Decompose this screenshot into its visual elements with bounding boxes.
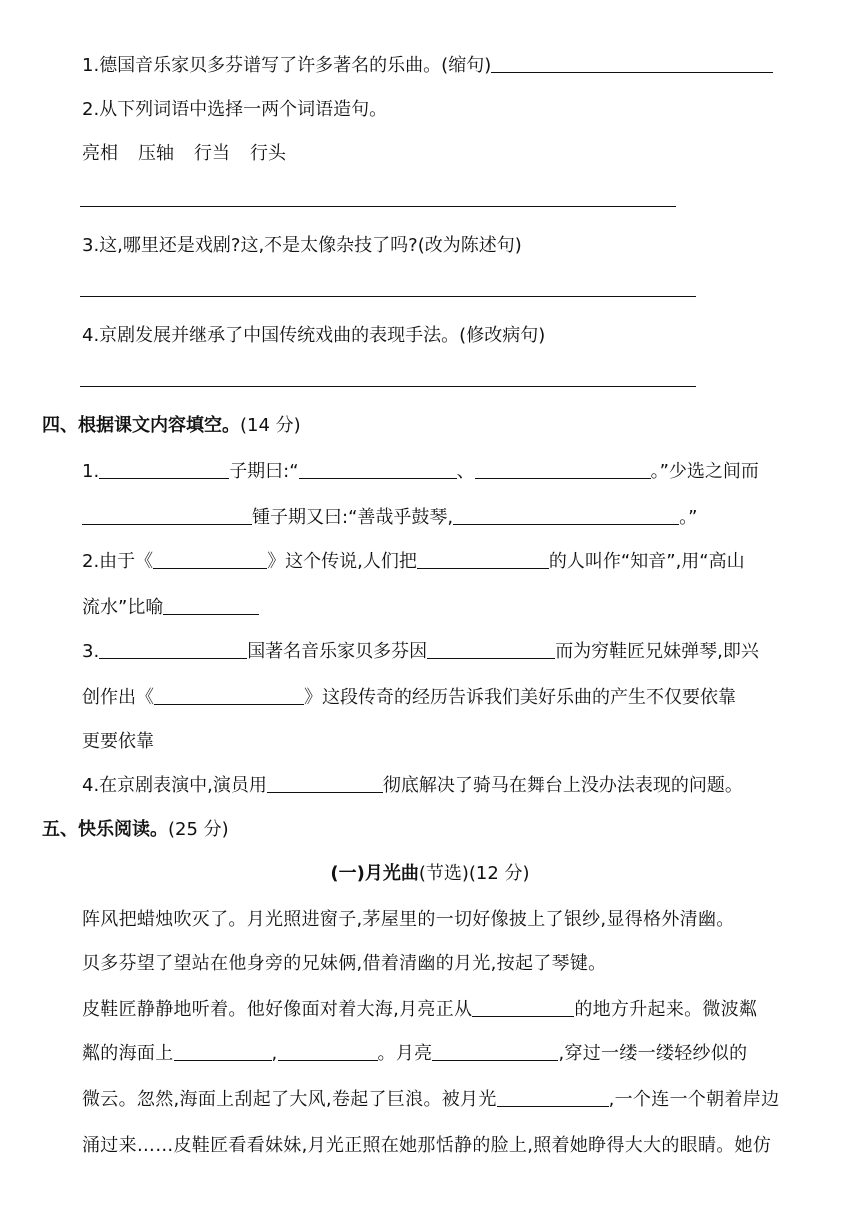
answer-blank[interactable] bbox=[278, 1042, 378, 1061]
answer-blank[interactable] bbox=[174, 1042, 272, 1061]
question-4-3-line3 bbox=[82, 730, 154, 754]
question-3-2 bbox=[82, 98, 387, 122]
answer-blank[interactable] bbox=[99, 640, 247, 659]
section-5-heading bbox=[42, 818, 229, 842]
answer-line[interactable] bbox=[80, 386, 696, 387]
question-3-1 bbox=[82, 54, 773, 78]
question-text: 4.京剧发展并继承了中国传统戏曲的表现手法。(修改病句) bbox=[82, 325, 546, 346]
question-3-4 bbox=[82, 324, 545, 348]
passage-text: 贝多芬望了望站在他身旁的兄妹俩,借着清幽的月光,按起了琴键。 bbox=[82, 953, 607, 974]
question-text: 3. bbox=[82, 641, 100, 662]
question-text: 彻底解决了骑马在舞台上没办法表现的问题。 bbox=[382, 775, 743, 796]
passage-title bbox=[0, 862, 860, 886]
passage-text: 阵风把蜡烛吹灭了。月光照进窗子,茅屋里的一切好像披上了银纱,显得格外清幽。 bbox=[82, 909, 735, 930]
question-text: 。”少选之间而 bbox=[650, 461, 759, 482]
passage-text: 的地方升起来。微波粼 bbox=[574, 999, 758, 1020]
answer-line[interactable] bbox=[80, 296, 696, 297]
word-choice: 压轴 bbox=[138, 143, 174, 164]
passage-line bbox=[82, 998, 757, 1022]
question-text: 1.德国音乐家贝多芬谱写了许多著名的乐曲。(缩句) bbox=[82, 55, 492, 76]
passage-text: 粼的海面上 bbox=[82, 1043, 174, 1064]
answer-blank[interactable] bbox=[432, 1042, 558, 1061]
question-4-3-line2 bbox=[82, 686, 736, 710]
passage-text: ,穿过一缕一缕轻纱似的 bbox=[558, 1043, 748, 1064]
passage-text: , bbox=[271, 1043, 278, 1064]
score-text: (14 分) bbox=[240, 415, 301, 436]
answer-blank[interactable] bbox=[163, 596, 259, 615]
answer-blank[interactable] bbox=[472, 998, 574, 1017]
answer-blank[interactable] bbox=[475, 460, 651, 479]
passage-text: ,一个连一个朝着岸边 bbox=[608, 1089, 780, 1110]
question-4-2-line1 bbox=[82, 550, 745, 574]
answer-blank[interactable] bbox=[417, 550, 549, 569]
question-text: 国著名音乐家贝多芬因 bbox=[247, 641, 428, 662]
heading-text: 四、根据课文内容填空。 bbox=[42, 415, 240, 436]
question-text: 子期曰:“ bbox=[229, 461, 299, 482]
answer-blank[interactable] bbox=[427, 640, 555, 659]
answer-blank[interactable] bbox=[453, 506, 679, 525]
question-text: 更要依靠 bbox=[82, 731, 154, 752]
answer-blank[interactable] bbox=[154, 686, 304, 705]
question-text: 创作出《 bbox=[82, 687, 154, 708]
question-4-4 bbox=[82, 774, 743, 798]
question-text: 》这个传说,人们把 bbox=[267, 551, 417, 572]
answer-line[interactable] bbox=[80, 206, 676, 207]
passage-title-note: (节选)(12 分) bbox=[418, 863, 530, 884]
passage-text: 微云。忽然,海面上刮起了大风,卷起了巨浪。被月光 bbox=[82, 1089, 497, 1110]
word-choice: 行头 bbox=[250, 143, 286, 164]
question-text: 3.这,哪里还是戏剧?这,不是太像杂技了吗?(改为陈述句) bbox=[82, 235, 522, 256]
passage-text: 。月亮 bbox=[377, 1043, 433, 1064]
question-text: 1. bbox=[82, 461, 100, 482]
question-4-3-line1 bbox=[82, 640, 759, 664]
question-4-1-line2 bbox=[82, 506, 697, 530]
word-choices bbox=[82, 142, 306, 166]
question-text: 而为穷鞋匠兄妹弹琴,即兴 bbox=[555, 641, 759, 662]
passage-line bbox=[82, 952, 606, 976]
answer-blank[interactable] bbox=[497, 1088, 609, 1107]
heading-text: 五、快乐阅读。 bbox=[42, 819, 168, 840]
word-choice: 亮相 bbox=[82, 143, 118, 164]
answer-blank[interactable] bbox=[153, 550, 267, 569]
question-text: 4.在京剧表演中,演员用 bbox=[82, 775, 267, 796]
question-text: 2.从下列词语中选择一两个词语造句。 bbox=[82, 99, 388, 120]
question-text: 2.由于《 bbox=[82, 551, 154, 572]
passage-line bbox=[82, 908, 735, 932]
passage-line bbox=[82, 1134, 771, 1158]
section-4-heading bbox=[42, 414, 301, 438]
question-text: 流水”比喻 bbox=[82, 597, 164, 618]
word-choice: 行当 bbox=[194, 143, 230, 164]
question-3-3 bbox=[82, 234, 522, 258]
answer-blank[interactable] bbox=[82, 506, 252, 525]
passage-title-text: (一)月光曲 bbox=[330, 863, 419, 884]
passage-text: 皮鞋匠静静地听着。他好像面对着大海,月亮正从 bbox=[82, 999, 473, 1020]
score-text: (25 分) bbox=[168, 819, 229, 840]
passage-text: 涌过来……皮鞋匠看看妹妹,月光正照在她那恬静的脸上,照着她睁得大大的眼睛。她仿 bbox=[82, 1135, 772, 1156]
question-4-2-line2 bbox=[82, 596, 259, 620]
question-text: 的人叫作“知音”,用“高山 bbox=[548, 551, 745, 572]
question-text: 》这段传奇的经历告诉我们美好乐曲的产生不仅要依靠 bbox=[304, 687, 736, 708]
answer-blank[interactable] bbox=[299, 460, 457, 479]
passage-line bbox=[82, 1042, 747, 1066]
passage-line bbox=[82, 1088, 779, 1112]
question-text: 、 bbox=[456, 461, 475, 482]
answer-blank[interactable] bbox=[491, 54, 773, 73]
question-text: 。” bbox=[679, 507, 698, 528]
answer-blank[interactable] bbox=[99, 460, 229, 479]
question-text: 锺子期又曰:“善哉乎鼓琴, bbox=[252, 507, 454, 528]
question-4-1-line1 bbox=[82, 460, 759, 484]
answer-blank[interactable] bbox=[267, 774, 383, 793]
